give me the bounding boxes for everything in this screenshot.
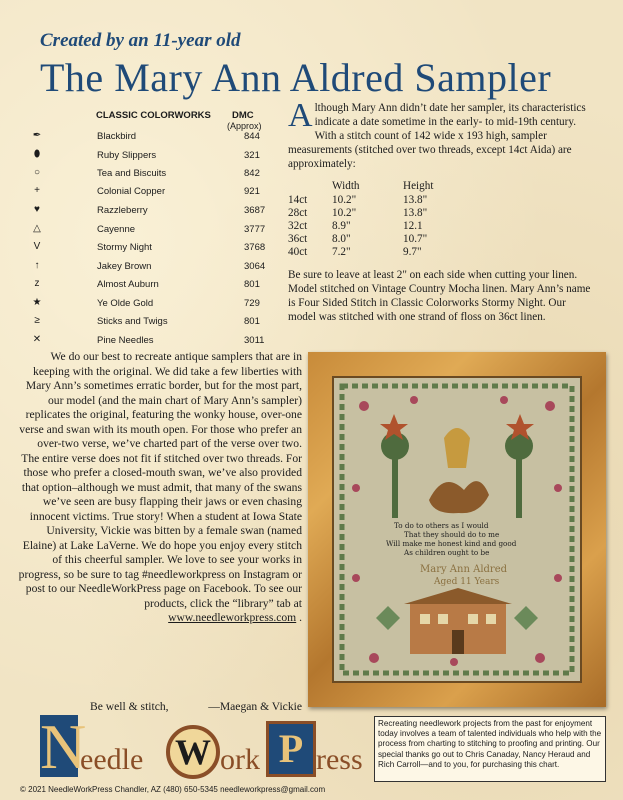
key-col-dmc: DMC <box>232 110 254 121</box>
measurement-row <box>288 207 588 220</box>
sampler-name: Mary Ann Aldred <box>420 564 508 575</box>
website-link[interactable]: www.needleworkpress.com <box>168 611 297 624</box>
key-row <box>20 241 280 257</box>
verse-line: Will make me honest kind and good <box>386 539 517 548</box>
dmc-number: 3687 <box>244 205 266 216</box>
key-row <box>20 334 280 350</box>
thread-name: Almost Auburn <box>97 279 159 290</box>
fabric-count: 14ct <box>288 194 308 206</box>
thread-name: Ye Olde Gold <box>97 298 154 309</box>
key-col-name: CLASSIC COLORWORKS <box>96 110 211 121</box>
drop-cap: A <box>288 97 313 134</box>
fabric-width: 10.2" <box>332 207 357 219</box>
fabric-count: 40ct <box>288 246 308 258</box>
subtitle: Created by an 11-year old <box>40 30 241 51</box>
key-row <box>20 278 280 294</box>
symbol-icon: △ <box>33 223 41 234</box>
symbol-icon: ≥ <box>34 315 40 326</box>
sampler-photo <box>308 352 606 707</box>
thread-name: Ruby Slippers <box>97 150 157 161</box>
fabric-count: 28ct <box>288 207 308 219</box>
fabric-width: 7.2" <box>332 246 351 258</box>
fabric-height: 13.8" <box>403 194 428 206</box>
fabric-count: 36ct <box>288 233 308 245</box>
url-suffix: . <box>296 611 302 624</box>
verse-line: That they should do to me <box>404 530 500 539</box>
key-row <box>20 167 280 183</box>
dmc-number: 3777 <box>244 224 266 235</box>
measurement-row <box>288 194 588 207</box>
thread-name: Stormy Night <box>97 242 152 253</box>
fabric-height: 10.7" <box>403 233 428 245</box>
verse-line: As children ought to be <box>404 548 490 557</box>
measurement-row <box>288 220 588 233</box>
fabric-height: 13.8" <box>403 207 428 219</box>
thread-name: Blackbird <box>97 131 137 142</box>
fabric-width: 10.2" <box>332 194 357 206</box>
symbol-icon: ★ <box>32 297 42 308</box>
needleworkpress-logo <box>40 711 370 785</box>
logo-letter-p: P <box>266 721 316 777</box>
logo-letter-n: N <box>40 711 87 782</box>
signoff: Be well & stitch, <box>90 700 169 713</box>
credits-box: Recreating needlework projects from the past for enjoyment today involves a team of talented individuals who help with the process from charting to stitching to proofing and printing. Our special thanks go out to Chris Canaday, Nancy Heraud and Rich Carroll—and to you, for purchasing this chart. <box>374 716 606 782</box>
intro-paragraph <box>288 97 596 171</box>
fabric-height: 9.7" <box>403 246 422 258</box>
thread-name: Jakey Brown <box>97 261 152 272</box>
dmc-number: 3011 <box>244 335 265 346</box>
key-col-dmc-sub: (Approx) <box>227 121 262 131</box>
symbol-icon: ♥ <box>34 204 40 215</box>
key-row <box>20 204 280 220</box>
story-text: We do our best to recreate antique samplers that are in keeping with the original. We did take a few liberties with Mary Ann’s sometimes erratic border, but for the most part, our model (and the main chart of Mary Ann’s sampler) replicates the original, featuring the wonky house, over-one verse and swan with its mouth open. For those who prefer an over-two verse, we’ve charted part of the verse over two. The entire verse does not fit if stitched over two threads. For those who prefer a closed-mouth swan, we’ve also provided that option–although we must admit, that many of the swans we’ve seen are busy flapping their jaws or even chasing innocent victims. True story! When a student at Iowa State University, Vickie was bitten by a female swan (named Elaine) at Lake LaVerne. We do hope you enjoy every stitch of this cheerful sampler. We love to see your works in progress, so be sure to tag #needleworkpress on Instagram or post to our NeedleWorkPress page on Facebook. To see our products, click the “library” tab at <box>18 350 302 610</box>
story-paragraph <box>18 350 302 626</box>
dmc-number: 3768 <box>244 242 266 253</box>
dmc-number: 729 <box>244 298 260 309</box>
fabric-width: 8.0" <box>332 233 351 245</box>
contact-footer: © 2021 NeedleWorkPress Chandler, AZ (480) 650-5345 needleworkpress@gmail.com <box>20 785 326 794</box>
swan-motif <box>429 481 489 513</box>
key-row <box>20 149 280 165</box>
symbol-icon: + <box>34 185 40 196</box>
key-row <box>20 315 280 331</box>
symbol-icon: ○ <box>33 167 41 178</box>
authors: —Maegan & Vickie <box>208 700 302 713</box>
fabric-width: 8.9" <box>332 220 351 232</box>
measurement-row <box>288 233 588 246</box>
dmc-number: 921 <box>244 186 260 197</box>
key-row <box>20 297 280 313</box>
width-header: Width <box>332 180 360 192</box>
dmc-number: 321 <box>244 150 260 161</box>
dmc-number: 844 <box>244 131 260 142</box>
verse-line: To do to others as I would <box>394 521 489 530</box>
thread-name: Pine Needles <box>97 335 154 346</box>
thread-name: Colonial Copper <box>97 186 166 197</box>
dmc-number: 842 <box>244 168 260 179</box>
dmc-number: 801 <box>244 316 260 327</box>
stitching-notes: Be sure to leave at least 2" on each side when cutting your linen. Model stitched on Vintage Country Mocha linen. Mary Ann’s name is Four Sided Stitch in Classic Colorworks Stormy Night. Our model was stitched with one strand of floss on 36ct linen. <box>288 269 591 323</box>
urn-motif <box>444 428 470 468</box>
thread-name: Razzleberry <box>97 205 148 216</box>
key-row <box>20 185 280 201</box>
intro-text: lthough Mary Ann didn’t date her sampler, its characteristics indicate a date sometime in the early- to mid-19th century. With a stitch count of 142 wide x 193 high, sampler measurements (stitched over two threads, except 14ct Aida) are approximately: <box>288 102 586 170</box>
page-title: The Mary Ann Aldred Sampler <box>40 55 552 100</box>
thread-name: Tea and Biscuits <box>97 168 167 179</box>
sampler-age: Aged 11 Years <box>434 577 500 587</box>
symbol-icon: ✕ <box>32 334 42 345</box>
logo-letter-w: W <box>166 725 220 779</box>
height-header: Height <box>403 180 434 192</box>
fabric-height: 12.1 <box>403 220 423 232</box>
sampler-linen <box>332 376 582 683</box>
dmc-number: 3064 <box>244 261 266 272</box>
verse-text <box>386 521 517 557</box>
thread-name: Cayenne <box>97 224 136 235</box>
house-motif <box>404 588 512 654</box>
symbol-icon: ✒ <box>32 130 42 141</box>
symbol-icon: ↑ <box>34 260 40 271</box>
symbol-icon: V <box>33 241 41 252</box>
symbol-icon: z <box>34 278 40 289</box>
logo-word-eedle: eedle <box>80 743 144 776</box>
logo-word-ork: ork <box>220 743 260 776</box>
key-row <box>20 130 280 146</box>
symbol-icon: ⬮ <box>33 149 41 160</box>
thread-name: Sticks and Twigs <box>97 316 168 327</box>
sampler-artwork <box>334 378 580 681</box>
dmc-number: 801 <box>244 279 260 290</box>
fabric-count: 32ct <box>288 220 308 232</box>
key-row <box>20 223 280 239</box>
measurement-row <box>288 246 588 259</box>
key-row <box>20 260 280 276</box>
logo-word-ress: ress <box>316 743 363 776</box>
